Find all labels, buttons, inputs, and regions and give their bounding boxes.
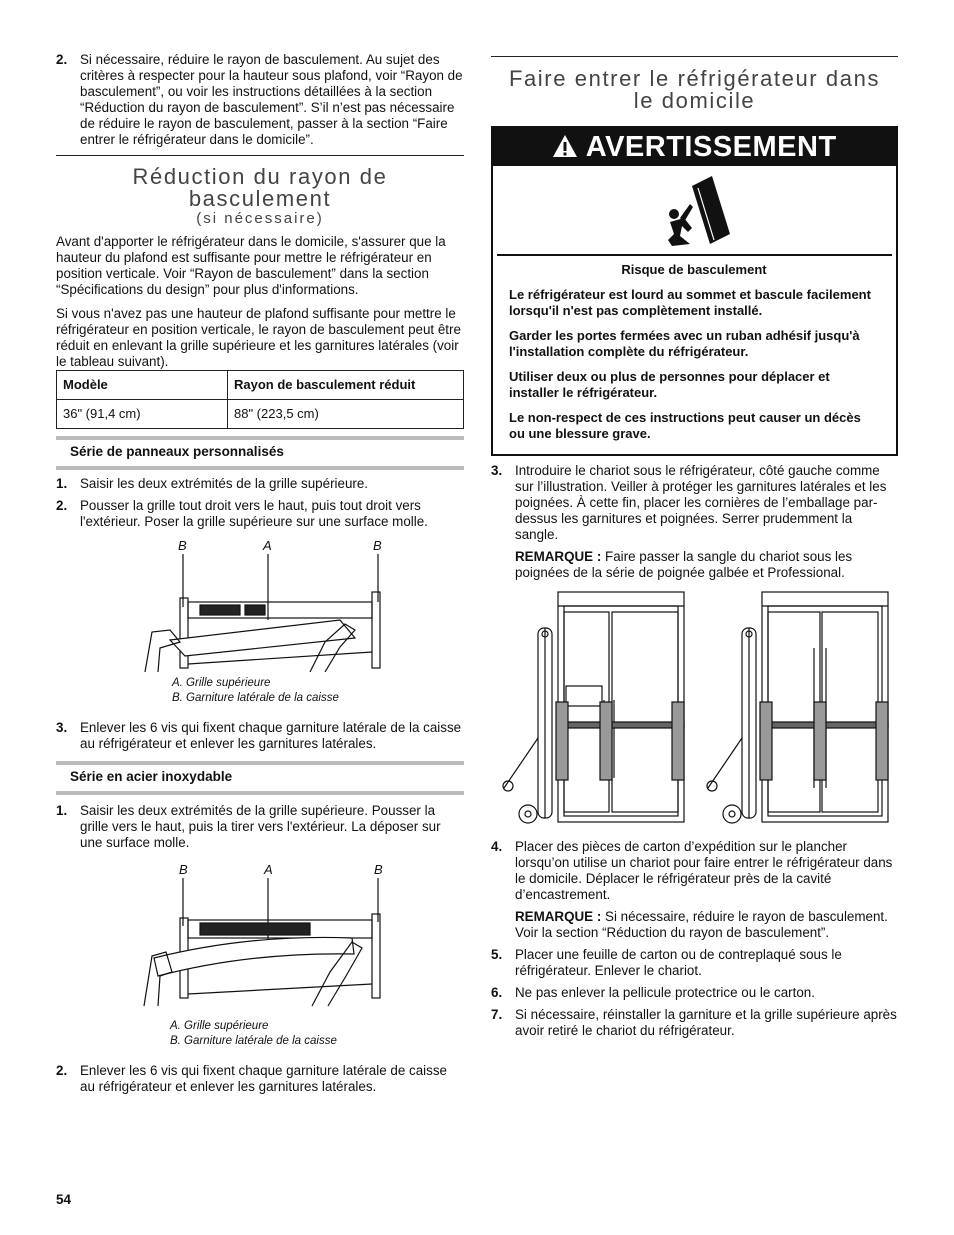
- step-number: 3.: [56, 720, 68, 735]
- heading-line-1: Réduction du rayon de: [132, 164, 388, 189]
- grille-illustration: [140, 876, 400, 1012]
- custom-panel-steps: [56, 476, 464, 536]
- section-heading-bring-in: [491, 68, 898, 112]
- step-text: Saisir les deux extrémités de la grille supérieure.: [80, 476, 369, 491]
- subsection-bar-stainless: [56, 761, 464, 795]
- page-number: 54: [56, 1192, 72, 1207]
- step-text: Si nécessaire, réduire le rayon de basculement. Au sujet des critères à respecter pour la hauteur sous plafond, voir “Rayon de basculement”, ou voir les instructions détaillées à la section “Réduction du rayon de basculement”. S’il n’est pas nécessaire de réduire le rayon de basculement, passer à la section “Faire entrer le réfrigérateur dans le domicile”.: [80, 52, 463, 147]
- subsection-bar-custom-panel: [56, 436, 464, 470]
- subsection-title: Série en acier inoxydable: [70, 769, 233, 784]
- list-item: [56, 498, 464, 530]
- refrigerator-dolly-figure: [500, 588, 900, 833]
- list-item: [491, 985, 898, 1001]
- tilt-radius-table: [56, 370, 464, 429]
- step-number: 3.: [491, 463, 503, 478]
- step-number: 6.: [491, 985, 503, 1000]
- heading-subtitle: (si nécessaire): [196, 210, 324, 227]
- grille-removal-figure-2: [140, 862, 400, 1012]
- list-item: [491, 839, 898, 941]
- fig-label-a: A: [263, 538, 272, 553]
- table-cell: 36" (91,4 cm): [57, 400, 228, 429]
- table-header: Rayon de basculement réduit: [228, 371, 464, 400]
- grille-removal-figure-1: [140, 538, 400, 673]
- table-header-row: [57, 371, 464, 400]
- paragraph: Avant d'apporter le réfrigérateur dans le domicile, s'assurer que la hauteur du plafond est suffisante pour mettre le réfrigérateur en position verticale. Voir “Rayon de basculement” dans la section “Spécifications du design” pour plus d'informations.: [56, 234, 446, 297]
- step-text: Saisir les deux extrémités de la grille supérieure. Pousser la grille vers le haut, puis la tirer vers l'extérieur. La déposer sur une surface molle.: [80, 803, 441, 850]
- section-heading-tilt-radius: [56, 166, 464, 228]
- table-cell: 88" (223,5 cm): [228, 400, 464, 429]
- stainless-step-2: [56, 1063, 464, 1101]
- warning-text: [509, 262, 879, 451]
- caption-line: A. Grille supérieure: [170, 1020, 269, 1032]
- heading-line-2: le domicile: [633, 88, 756, 113]
- table-row: [57, 400, 464, 429]
- warning-box: [491, 126, 898, 456]
- warning-line: Le réfrigérateur est lourd au sommet et bascule facilement lorsqu'il n'est pas complètement installé.: [509, 286, 871, 318]
- fig-label-a: A: [264, 862, 273, 877]
- step-number: 2.: [56, 52, 68, 67]
- note-text: Si nécessaire, réduire le rayon de basculement. Voir la section “Réduction du rayon de basculement”.: [515, 909, 888, 940]
- step-number: 7.: [491, 1007, 503, 1022]
- list-item: [56, 476, 464, 492]
- step-text: Placer des pièces de carton d’expédition sur le plancher lorsqu’on utilise un chariot pour faire entrer le réfrigérateur dans le domicile. Déplacer le réfrigérateur près de la cavité d’encastrement.: [515, 839, 893, 902]
- warning-line: Garder les portes fermées avec un ruban adhésif jusqu'à l'installation complète du réfrigérateur.: [509, 327, 860, 359]
- step-text: Pousser la grille tout droit vers le haut, puis tout droit vers l'extérieur. Poser la grille supérieure sur une surface molle.: [80, 498, 428, 529]
- list-item: [491, 947, 898, 979]
- note-label: REMARQUE :: [515, 909, 602, 924]
- tip-over-hazard-icon: [662, 174, 732, 248]
- step-number: 2.: [56, 498, 68, 513]
- step-number: 4.: [491, 839, 503, 854]
- step-text: Enlever les 6 vis qui fixent chaque garniture latérale de la caisse au réfrigérateur et enlever les garnitures latérales.: [80, 720, 462, 751]
- table-header: Modèle: [57, 371, 228, 400]
- section-divider: [491, 56, 898, 57]
- grille-illustration: [140, 552, 400, 672]
- tip-over-pictogram-area: [497, 168, 892, 256]
- heading-line-2: basculement: [188, 186, 332, 211]
- warning-label: AVERTISSEMENT: [585, 131, 837, 163]
- fig-label-b: B: [374, 862, 383, 877]
- step-text: Enlever les 6 vis qui fixent chaque garniture latérale de caisse au réfrigérateur et enlever les garnitures latérales.: [80, 1063, 447, 1094]
- paragraph: Si vous n'avez pas une hauteur de plafond suffisante pour mettre le réfrigérateur en position verticale, le rayon de basculement peut être réduit en enlevant la grille supérieure et les garnitures latérales (voir le tableau suivant).: [56, 306, 461, 369]
- caption-line: A. Grille supérieure: [172, 677, 271, 689]
- step-text: Introduire le chariot sous le réfrigérateur, côté gauche comme sur l’illustration. Veiller à protéger les garnitures latérales et les poignées. À cette fin, placer les cornières de l’emballage par-dessus les garnitures et poignées. Serrer prudemment la sangle.: [515, 463, 887, 542]
- heading-line-1: Faire entrer le réfrigérateur dans: [508, 66, 881, 91]
- warning-title: Risque de basculement: [621, 262, 767, 277]
- figure-caption: [172, 676, 339, 706]
- step-number: 5.: [491, 947, 503, 962]
- intro-paragraphs: [56, 234, 464, 378]
- step-number: 1.: [56, 803, 68, 818]
- fig-label-b: B: [373, 538, 382, 553]
- step-number: 2.: [56, 1063, 68, 1078]
- warning-line: Utiliser deux ou plus de personnes pour déplacer et installer le réfrigérateur.: [509, 368, 830, 400]
- fig-label-b: B: [178, 538, 187, 553]
- subsection-title: Série de panneaux personnalisés: [70, 444, 284, 459]
- step-text: Placer une feuille de carton ou de contreplaqué sous le réfrigérateur. Enlever le chariot.: [515, 947, 842, 978]
- caption-line: B. Garniture latérale de la caisse: [170, 1035, 337, 1047]
- caption-line: B. Garniture latérale de la caisse: [172, 692, 339, 704]
- warning-line: Le non-respect de ces instructions peut causer un décès ou une blessure grave.: [509, 409, 861, 441]
- list-item: [491, 1007, 898, 1039]
- intro-step: [56, 52, 464, 154]
- note: [515, 909, 898, 941]
- fig-label-b: B: [179, 862, 188, 877]
- step-text: Si nécessaire, réinstaller la garniture et la grille supérieure après avoir retiré le chariot du réfrigérateur.: [515, 1007, 897, 1038]
- warning-header: [493, 128, 896, 166]
- dolly-step-3: [491, 463, 898, 587]
- section-divider: [56, 155, 464, 156]
- figure-caption: [170, 1019, 337, 1049]
- note-label: REMARQUE :: [515, 549, 602, 564]
- custom-panel-step-3: [56, 720, 464, 758]
- note-text: Faire passer la sangle du chariot sous les poignées de la série de poignée galbée et Professional.: [515, 549, 853, 580]
- remaining-steps: [491, 839, 898, 1045]
- note: [515, 549, 898, 581]
- step-text: Ne pas enlever la pellicule protectrice ou le carton.: [515, 985, 815, 1000]
- step-number: 1.: [56, 476, 68, 491]
- warning-triangle-icon: [552, 131, 585, 163]
- stainless-step-1: [56, 803, 464, 857]
